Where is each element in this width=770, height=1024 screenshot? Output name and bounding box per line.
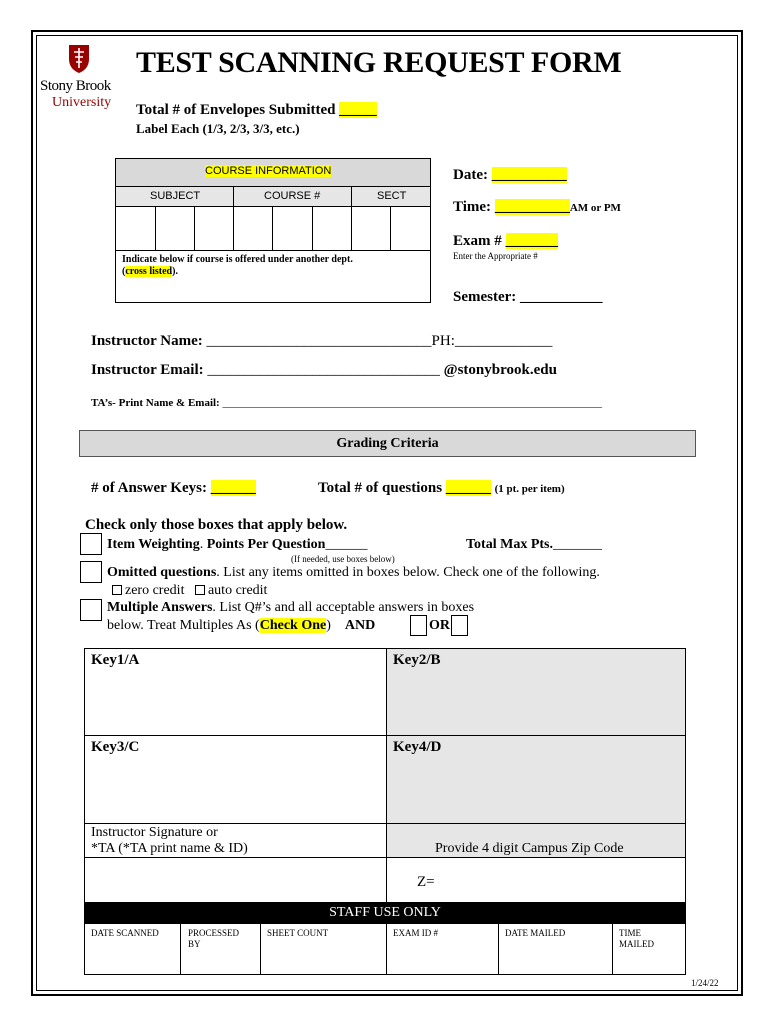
zip-label-cell	[386, 823, 686, 858]
staff-use-bar	[84, 902, 686, 924]
time-mailed-label-1: TIME	[619, 928, 641, 938]
instructor-name-row	[91, 333, 552, 350]
sheet-count-cell[interactable]	[261, 924, 387, 974]
total-max-row	[466, 537, 602, 553]
phone-field[interactable]: _____________	[454, 333, 553, 349]
date-scanned-label: DATE SCANNED	[91, 928, 159, 938]
envelopes-line	[136, 102, 377, 119]
ta-label: TA’s- Print Name & Email:	[91, 397, 220, 409]
multiple-answers-checkbox[interactable]	[80, 599, 102, 621]
multiple-answers-row	[107, 600, 474, 616]
envelopes-field[interactable]: _____	[339, 102, 377, 118]
date-scanned-cell[interactable]	[85, 924, 181, 974]
course-info-header: COURSE INFORMATION	[205, 165, 332, 177]
omitted-text: . List any items omitted in boxes below. Check one of the following.	[216, 565, 600, 580]
instructor-email-label: Instructor Email:	[91, 362, 204, 378]
semester-label: Semester:	[453, 289, 517, 305]
key3-label: Key3/C	[91, 739, 140, 755]
staff-table	[84, 923, 686, 975]
instructor-email-field[interactable]: _______________________________	[207, 362, 440, 378]
item-weighting-row: Item Weighting. Points Per Question______	[107, 537, 368, 552]
item-weighting-checkbox[interactable]	[80, 533, 102, 555]
sheet-count-label: SHEET COUNT	[267, 928, 329, 938]
answer-keys-row	[91, 480, 256, 497]
processed-by-cell[interactable]	[181, 924, 261, 974]
per-item-note: (1 pt. per item)	[494, 483, 565, 495]
item-weighting-label: Item Weighting	[107, 537, 200, 552]
time-label: Time:	[453, 199, 492, 215]
exam-hint: Enter the Appropriate #	[453, 251, 538, 261]
page-title: TEST SCANNING REQUEST FORM	[136, 46, 622, 79]
cross-list-note: Indicate below if course is offered under another dept. (cross listed).	[122, 254, 353, 277]
semester-row	[453, 289, 603, 306]
key3-box[interactable]	[84, 735, 386, 824]
check-one-highlight: Check One	[259, 618, 327, 633]
ta-field[interactable]: _____________________________________________________________________	[222, 397, 602, 409]
date-label: Date:	[453, 167, 488, 183]
omitted-questions-checkbox[interactable]	[80, 561, 102, 583]
total-questions-row	[318, 480, 565, 497]
if-needed-note: (If needed, use boxes below)	[291, 554, 395, 564]
time-mailed-cell[interactable]	[613, 924, 685, 974]
key2-label: Key2/B	[393, 652, 441, 668]
exam-field[interactable]: _______	[505, 233, 558, 249]
exam-id-label: EXAM ID #	[393, 928, 438, 938]
zip-label: Provide 4 digit Campus Zip Code	[435, 841, 624, 856]
auto-credit-label: auto credit	[207, 583, 268, 598]
answer-keys-field[interactable]: ______	[210, 480, 256, 496]
instructor-name-label: Instructor Name:	[91, 333, 203, 349]
treat-multiples-row: below. Treat Multiples As (Check One) AND	[107, 618, 376, 633]
multiple-answers-text: . List Q#’s and all acceptable answers in boxes	[212, 600, 475, 615]
revision-date: 1/24/22	[691, 978, 719, 988]
credit-options-row	[112, 583, 267, 599]
date-row	[453, 167, 567, 184]
signature-label-2: *TA (*TA print name & ID)	[91, 841, 248, 856]
time-mailed-label-2: MAILED	[619, 939, 654, 949]
instructor-name-field[interactable]: ______________________________	[206, 333, 432, 349]
time-row	[453, 199, 621, 216]
auto-credit-checkbox[interactable]	[195, 585, 205, 595]
column-course-number: COURSE #	[264, 190, 321, 202]
total-questions-label: Total # of questions	[318, 480, 443, 496]
zip-field[interactable]	[386, 857, 686, 903]
grading-criteria-bar	[79, 430, 696, 457]
instructor-email-row	[91, 362, 557, 379]
zip-prefix: Z=	[417, 874, 435, 890]
signature-field[interactable]	[84, 857, 386, 903]
and-label: AND	[344, 618, 376, 633]
logo-line-2: University	[52, 95, 112, 110]
grading-criteria-header: Grading Criteria	[336, 436, 439, 451]
column-subject: SUBJECT	[150, 190, 201, 202]
university-shield-icon	[68, 44, 90, 74]
or-checkbox[interactable]	[451, 615, 468, 636]
total-max-label: Total Max Pts.	[466, 537, 553, 552]
omitted-label: Omitted questions	[107, 565, 217, 580]
and-checkbox[interactable]	[410, 615, 427, 636]
course-info-table	[115, 158, 431, 303]
ta-row	[91, 397, 602, 409]
key2-box[interactable]	[386, 648, 686, 736]
key1-label: Key1/A	[91, 652, 140, 668]
processed-by-label-2: BY	[188, 939, 201, 949]
date-mailed-label: DATE MAILED	[505, 928, 566, 938]
omitted-row	[107, 565, 600, 581]
key4-box[interactable]	[386, 735, 686, 824]
treat-multiples-text: below. Treat Multiples As (	[107, 618, 260, 633]
key4-label: Key4/D	[393, 739, 442, 755]
time-field[interactable]: __________	[494, 199, 570, 215]
points-per-question-label: Points Per Question	[206, 537, 326, 552]
total-questions-field[interactable]: ______	[445, 480, 491, 496]
exam-id-cell[interactable]	[387, 924, 499, 974]
course-entry-boxes[interactable]	[116, 207, 430, 251]
processed-by-label-1: PROCESSED	[188, 928, 240, 938]
label-each-note: Label Each (1/3, 2/3, 3/3, etc.)	[136, 121, 300, 136]
staff-use-header: STAFF USE ONLY	[329, 905, 441, 920]
exam-label: Exam #	[453, 233, 502, 249]
university-logo	[40, 44, 124, 114]
total-max-field[interactable]: _______	[552, 537, 602, 552]
zero-credit-checkbox[interactable]	[112, 585, 122, 595]
exam-row	[453, 233, 558, 250]
logo-line-1: Stony Brook	[40, 78, 111, 94]
cross-listed-highlight: cross listed	[125, 266, 173, 277]
key1-box[interactable]	[84, 648, 386, 736]
course-columns-row	[116, 187, 430, 207]
semester-field[interactable]: ___________	[520, 289, 603, 305]
multiple-answers-label: Multiple Answers	[107, 600, 213, 615]
envelopes-label: Total # of Envelopes Submitted	[136, 102, 336, 118]
check-heading: Check only those boxes that apply below.	[85, 517, 348, 533]
answer-keys-label: # of Answer Keys:	[91, 480, 207, 496]
date-field[interactable]: __________	[491, 167, 567, 183]
am-pm-label: AM or PM	[569, 202, 621, 214]
signature-label-cell	[84, 823, 386, 858]
phone-label: PH:	[431, 333, 455, 349]
column-sect: SECT	[377, 190, 407, 202]
email-domain: @stonybrook.edu	[443, 362, 557, 378]
or-label: OR	[429, 618, 450, 633]
signature-label-1: Instructor Signature or	[91, 825, 218, 840]
course-info-header-row	[116, 159, 430, 187]
zero-credit-label: zero credit	[125, 583, 185, 598]
points-per-question-field[interactable]: ______	[325, 537, 368, 552]
date-mailed-cell[interactable]	[499, 924, 613, 974]
